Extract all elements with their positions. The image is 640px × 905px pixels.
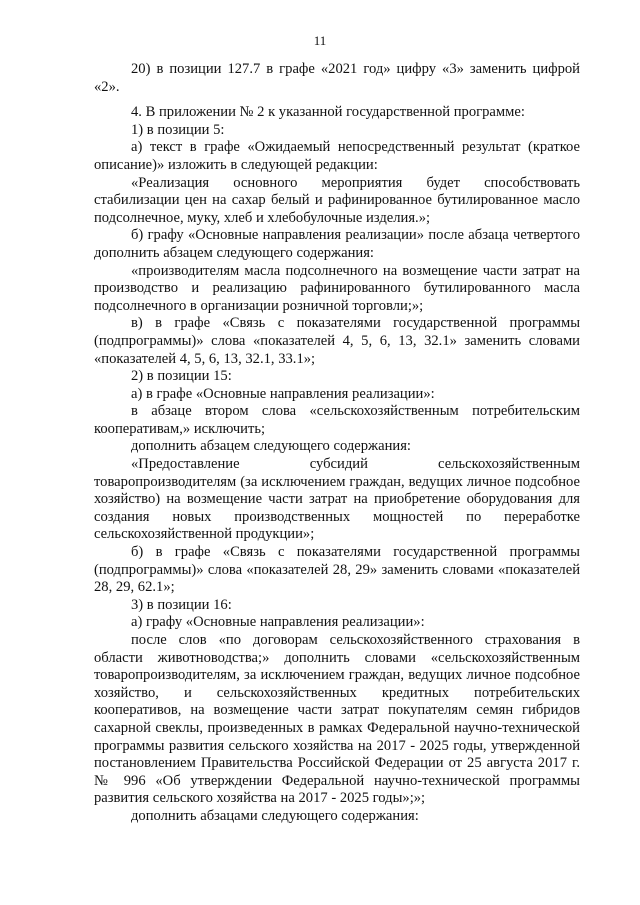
paragraph: а) в графе «Основные направления реализации»:	[131, 385, 435, 402]
paragraph: «производителям масла подсолнечного на возмещение части затрат на производство и реализацию рафинированного бутилированного масла подсолнечного в организации розничной торговли;»;	[94, 262, 580, 314]
document-body	[94, 61, 580, 826]
page-number: 11	[313, 33, 327, 48]
paragraph: после слов «по договорам сельскохозяйственного страхования в области животноводства;» дополнить словами «сельскохозяйственным товаропроизводителям, за исключением граждан, ведущих личное подсобное хозяйство, и сельскохозяйственных кредитных потребительских кооперативов, на возмещение части затрат покупателям семян гибридов сахарной свеклы, произведенных в рамках Федеральной научно-технической программы развития сельского хозяйства на 2017 - 2025 годы, утвержденной постановлением Правительства Российской Федерации от 25 августа 2017 г. № 996 «Об утверждении Федеральной научно-технической программы развития сельского хозяйства на 2017 - 2025 годы»;»;	[94, 632, 580, 807]
paragraph: «Реализация основного мероприятия будет способствовать стабилизации цен на сахар белый и рафинированное бутилированное масло подсолнечное, муку, хлеб и хлебобулочные изделия.»;	[94, 174, 580, 226]
paragraph: дополнить абзацами следующего содержания:	[131, 807, 419, 824]
paragraph: в абзаце втором слова «сельскохозяйственным потребительским кооперативам,» исключить;	[94, 403, 580, 437]
paragraph: 3) в позиции 16:	[131, 596, 232, 613]
paragraph: б) графу «Основные направления реализации» после абзаца четвертого дополнить абзацем следующего содержания:	[94, 227, 580, 261]
paragraph: а) текст в графе «Ожидаемый непосредственный результат (краткое описание)» изложить в следующей редакции:	[94, 139, 580, 173]
paragraph: в) в графе «Связь с показателями государственной программы (подпрограммы)» слова «показателей 4, 5, 6, 13, 32.1» заменить словами «показателей 4, 5, 6, 13, 32.1, 33.1»;	[94, 315, 580, 367]
paragraph: 20) в позиции 127.7 в графе «2021 год» цифру «3» заменить цифрой «2».	[94, 61, 580, 95]
paragraph: 1) в позиции 5:	[131, 121, 225, 138]
paragraph: 4. В приложении № 2 к указанной государственной программе:	[131, 104, 525, 121]
paragraph: а) графу «Основные направления реализации»:	[131, 614, 425, 631]
paragraph: б) в графе «Связь с показателями государственной программы (подпрограммы)» слова «показателей 28, 29» заменить словами «показателей 28, 29, 62.1»;	[94, 544, 580, 596]
paragraph: «Предоставление субсидий сельскохозяйственным товаропроизводителям (за исключением граждан, ведущих личное подсобное хозяйство) на возмещение части затрат на приобретение оборудования для создания новых производственных мощностей по переработке сельскохозяйственной продукции»;	[94, 456, 580, 543]
paragraph: 2) в позиции 15:	[131, 368, 232, 385]
paragraph: дополнить абзацем следующего содержания:	[131, 438, 411, 455]
